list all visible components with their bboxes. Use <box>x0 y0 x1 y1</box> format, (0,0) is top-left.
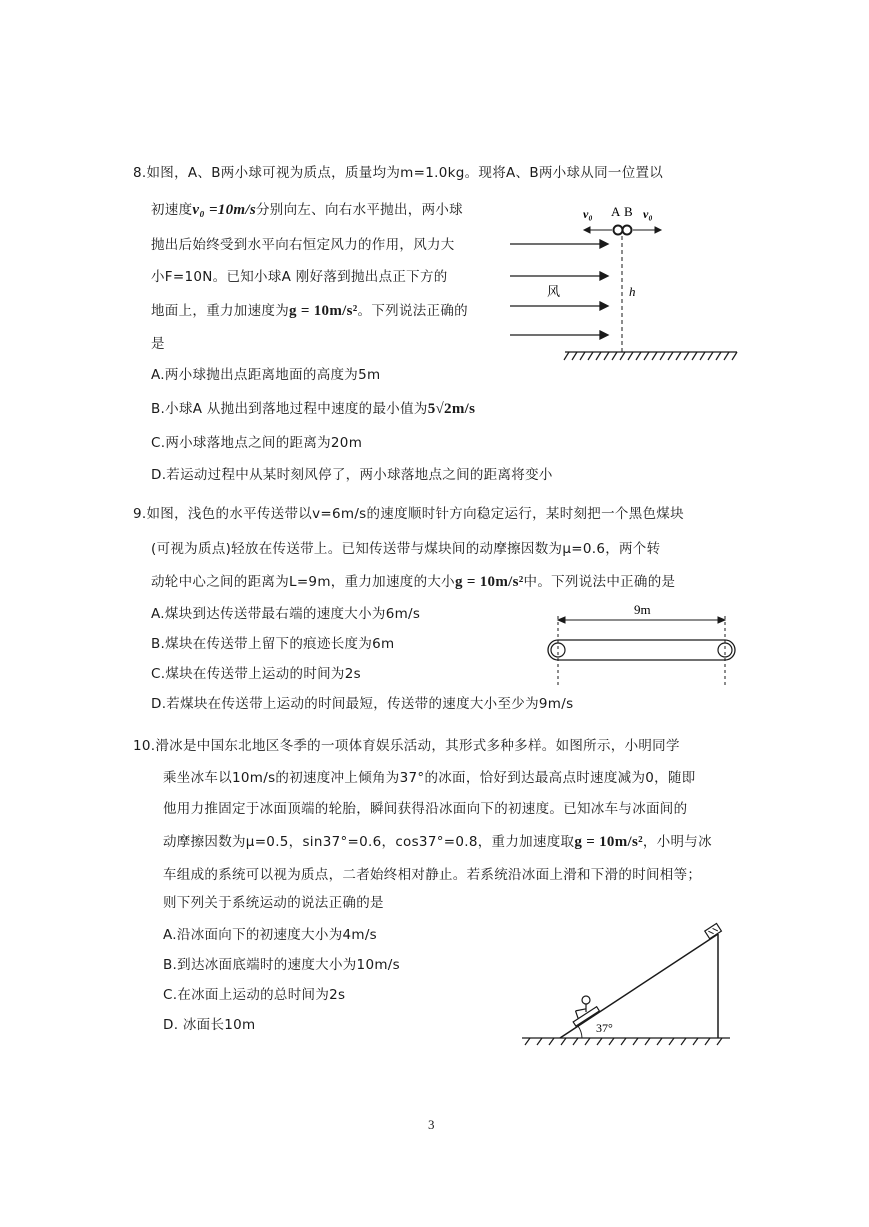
q10-option-a: A.沿冰面向下的初速度大小为4m/s <box>163 927 378 943</box>
q9-option-b: B.煤块在传送带上留下的痕迹长度为6m <box>151 636 395 652</box>
ground <box>564 352 737 360</box>
person-head <box>582 996 590 1004</box>
ball-b <box>623 226 632 235</box>
q9-line2: (可视为质点)轻放在传送带上。已知传送带与煤块间的动摩擦因数为μ=0.6，两个转 <box>151 541 661 557</box>
label-h: h <box>629 284 636 299</box>
q9-line1: 9.如图，浅色的水平传送带以v=6m/s的速度顺时针方向稳定运行，某时刻把一个黑色煤块 <box>133 506 684 522</box>
q9-option-a: A.煤块到达传送带最右端的速度大小为6m/s <box>151 606 421 622</box>
q9-option-d: D.若煤块在传送带上运动的时间最短，传送带的速度大小至少为9m/s <box>151 696 574 712</box>
label-wind: 风 <box>547 284 561 299</box>
label-a: A <box>611 204 621 219</box>
page-number: 3 <box>428 1117 435 1132</box>
q8-v0-formula: v₀ =10m/s <box>192 202 256 218</box>
q8-option-c: C.两小球落地点之间的距离为20m <box>151 435 363 451</box>
q8-line3: 抛出后始终受到水平向右恒定风力的作用，风力大 <box>151 237 455 253</box>
label-b: B <box>624 204 633 219</box>
q8-vmin-formula: 5√2m/s <box>427 401 476 417</box>
q10-option-b: B.到达冰面底端时的速度大小为10m/s <box>163 957 400 973</box>
q8-line6: 是 <box>151 336 165 352</box>
label-v0-right: v₀ <box>643 207 653 221</box>
q8-line1: 8.如图，A、B两小球可视为质点，质量均为m=1.0kg。现将A、B两小球从同一位置以 <box>133 165 664 181</box>
q10-line1: 10.滑冰是中国东北地区冬季的一项体育娱乐活动，其形式多种多样。如图所示，小明同学 <box>133 738 680 754</box>
q9-g-formula: g = 10m/s² <box>454 574 524 590</box>
q10-option-d: D. 冰面长10m <box>163 1017 256 1033</box>
q8-line5: 地面上，重力加速度为g = 10m/s²。下列说法正确的 <box>151 303 468 319</box>
q10-line4: 动摩擦因数为μ=0.5，sin37°=0.6，cos37°=0.8，重力加速度取g = 10m/s²，小明与冰 <box>163 834 712 850</box>
q10-line3: 他用力推固定于冰面顶端的轮胎，瞬间获得沿冰面向下的初速度。已知冰车与冰面间的 <box>163 801 688 817</box>
angle-arc <box>578 1026 582 1038</box>
q10-g-formula: g = 10m/s² <box>574 834 643 850</box>
ice-ground <box>522 1038 730 1045</box>
q9-figure <box>540 598 745 688</box>
q10-line2: 乘坐冰车以10m/s的初速度冲上倾角为37°的冰面，恰好到达最高点时速度减为0，随即 <box>163 770 696 786</box>
q8-option-d: D.若运动过程中从某时刻风停了，两小球落地点之间的距离将变小 <box>151 467 553 483</box>
q8-g-formula: g = 10m/s² <box>289 303 358 319</box>
label-length: 9m <box>634 602 651 617</box>
q10-line5: 车组成的系统可以视为质点，二者始终相对静止。若系统沿冰面上滑和下滑的时间相等； <box>163 867 702 883</box>
q10-option-c: C.在冰面上运动的总时间为2s <box>163 987 346 1003</box>
ice-incline <box>560 934 718 1038</box>
q8-line4: 小F=10N。已知小球A 刚好落到抛出点正下方的 <box>151 269 448 285</box>
q8-line2: 初速度v₀ =10m/s分别向左、向右水平抛出，两小球 <box>151 202 463 218</box>
q8-figure <box>505 200 745 370</box>
label-angle: 37° <box>596 1021 613 1035</box>
q10-line6: 则下列关于系统运动的说法正确的是 <box>163 895 384 911</box>
q9-line3: 动轮中心之间的距离为L=9m，重力加速度的大小g = 10m/s²中。下列说法中正确的是 <box>151 574 676 590</box>
tire <box>705 923 722 938</box>
conveyor-belt <box>548 640 735 660</box>
q8-option-b: B.小球A 从抛出到落地过程中速度的最小值为5√2m/s <box>151 401 476 417</box>
q10-figure <box>518 920 738 1050</box>
q8-option-a: A.两小球抛出点距离地面的高度为5m <box>151 367 381 383</box>
label-v0-left: v₀ <box>583 207 593 221</box>
q9-option-c: C.煤块在传送带上运动的时间为2s <box>151 666 361 682</box>
ball-a <box>614 226 623 235</box>
